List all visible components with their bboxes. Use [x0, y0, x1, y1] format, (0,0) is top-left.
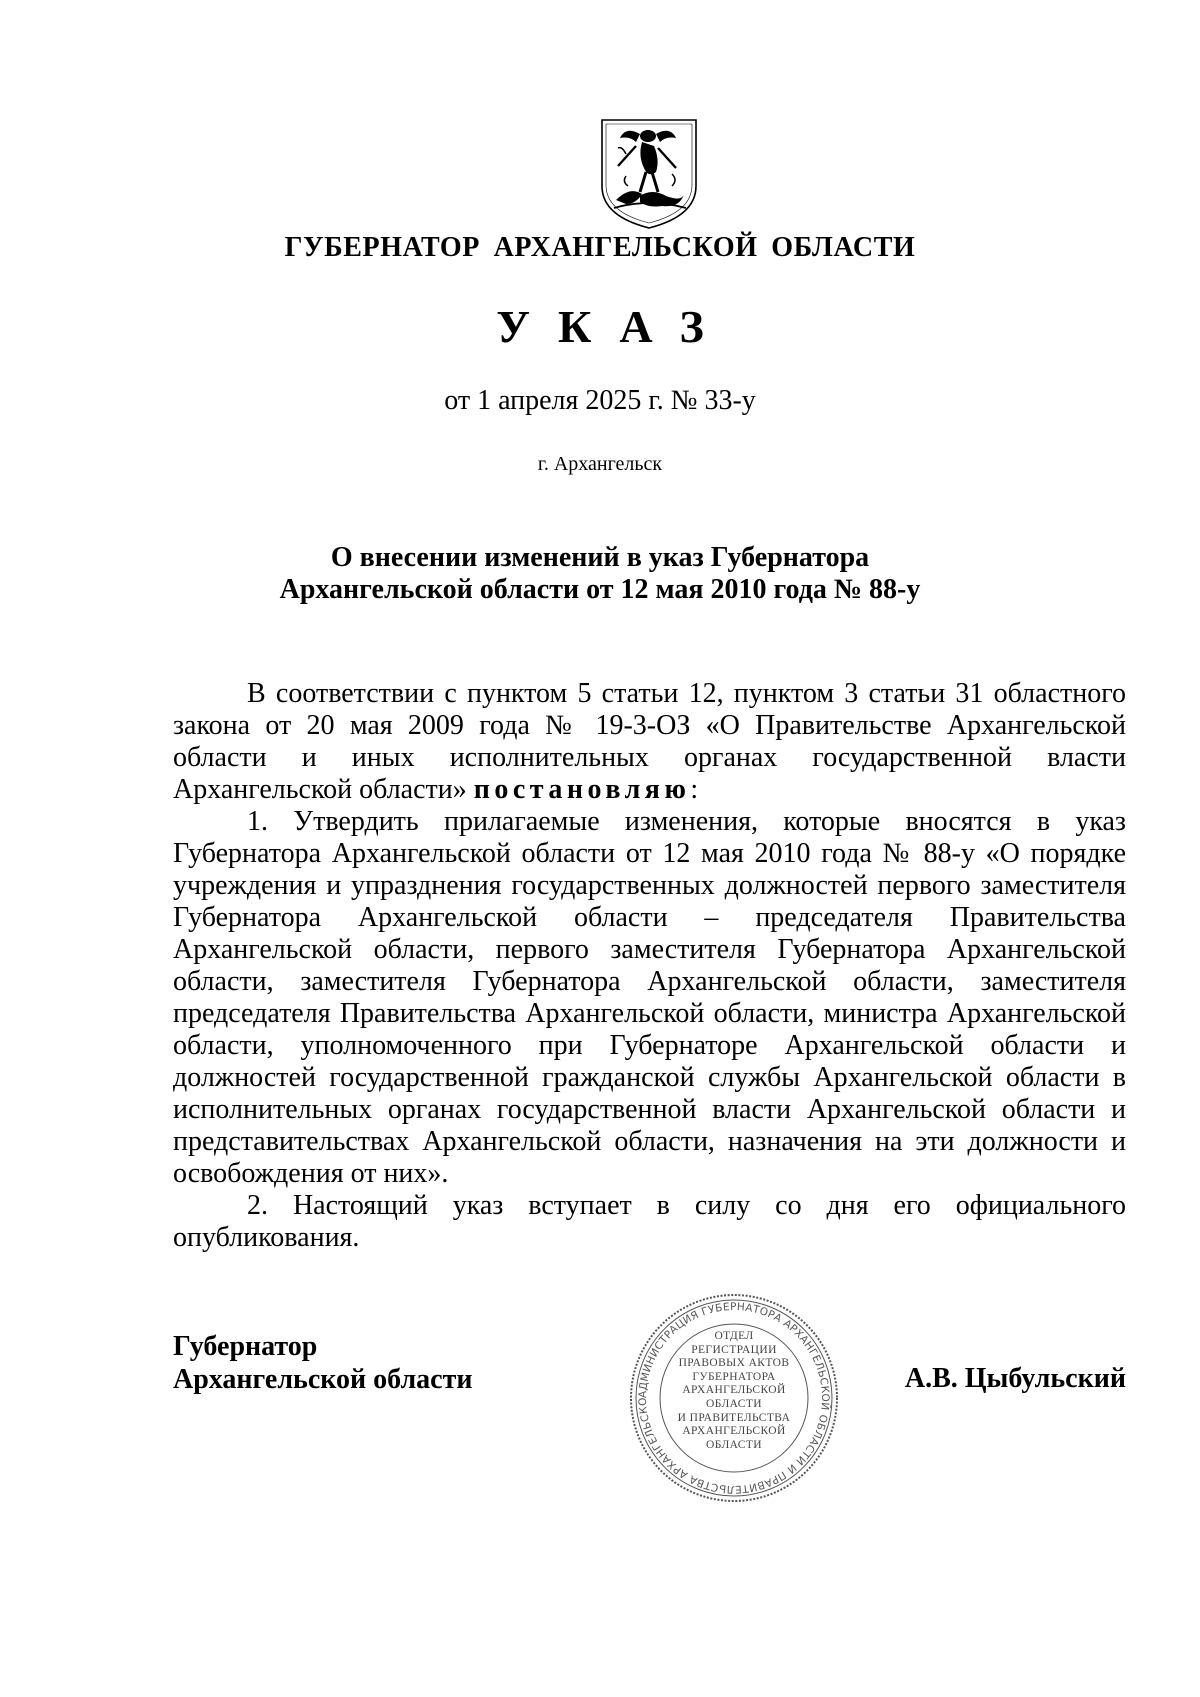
document-title: [0, 542, 1200, 606]
signer-name: А.В. Цыбульский: [904, 1363, 1126, 1394]
arkhangelsk-coat-of-arms-icon: [596, 116, 702, 230]
document-type: УКАЗ: [496, 301, 732, 352]
seal-center-line: ГУБЕРНАТОРА: [692, 1370, 776, 1383]
signer-position-line-2: Архангельской области: [173, 1364, 473, 1395]
item-2-paragraph: 2. Настоящий указ вступает в силу со дня его официального опубликования.: [173, 1190, 1126, 1253]
decree-colon: :: [690, 774, 699, 805]
document-title-line-1: О внесении изменений в указ Губернатора: [330, 542, 870, 573]
signer-position-line-1: Губернатор: [173, 1331, 318, 1362]
document-title-line-2: Архангельской области от 12 мая 2010 года № 88-у: [279, 574, 921, 605]
decree-word: постановляю: [473, 774, 691, 805]
seal-ring-text: АДМИНИСТРАЦИЯ ГУБЕРНАТОРА АРХАНГЕЛЬСКОЙ ОБЛАСТИ И ПРАВИТЕЛЬСТВА АРХАНГЕЛЬСКО: [636, 1300, 832, 1496]
seal-center-line: ПРАВОВЫХ АКТОВ: [678, 1357, 790, 1370]
seal-center-line: АРХАНГЕЛЬСКОЙ: [682, 1384, 786, 1397]
document-place: г. Архангельск: [537, 453, 663, 475]
document-date-number: от 1 апреля 2025 г. № 33-у: [444, 385, 756, 416]
seal-center-line: ОБЛАСТИ: [706, 1397, 762, 1410]
preamble-text: В соответствии с пунктом 5 статьи 12, пунктом 3 статьи 31 областного закона от 20 мая 2009 года № 19-3-ОЗ «О Правительстве Архангельской области и иных исполнительных органах государственной власти Архангельской области»: [173, 678, 1126, 805]
item-1-paragraph: 1. Утвердить прилагаемые изменения, которые вносятся в указ Губернатора Архангельской области от 12 мая 2010 года № 88-у «О порядке учреждения и упразднения государственных должностей первого заместителя Губернатора Архангельской области – председателя Правительства Архангельской области, первого заместителя Губернатора Архангельской области, заместителя Губернатора Архангельской области, заместителя председателя Правительства Архангельской области, министра Архангельской области, уполномоченного при Губернаторе Архангельской области и должностей государственной гражданской службы Архангельской области в исполнительных органах государственной власти Архангельской области и представительствах Архангельской области, назначения на эти должности и освобождения от них».: [173, 806, 1126, 1189]
seal-center-line: И ПРАВИТЕЛЬСТВА: [677, 1411, 791, 1424]
seal-center-line: РЕГИСТРАЦИИ: [691, 1343, 777, 1356]
seal-center-line: ОТДЕЛ: [714, 1330, 754, 1342]
seal-center-line: АРХАНГЕЛЬСКОЙ: [682, 1425, 786, 1438]
seal-center-line: ОБЛАСТИ: [706, 1438, 762, 1451]
seal-center-text: [628, 1330, 840, 1452]
preamble-paragraph: [173, 678, 1126, 806]
document-body: [173, 678, 1126, 1254]
signer-position: [173, 1330, 473, 1396]
registration-seal: [628, 1292, 840, 1504]
issuer-heading: ГУБЕРНАТОР АРХАНГЕЛЬСКОЙ ОБЛАСТИ: [284, 232, 916, 263]
